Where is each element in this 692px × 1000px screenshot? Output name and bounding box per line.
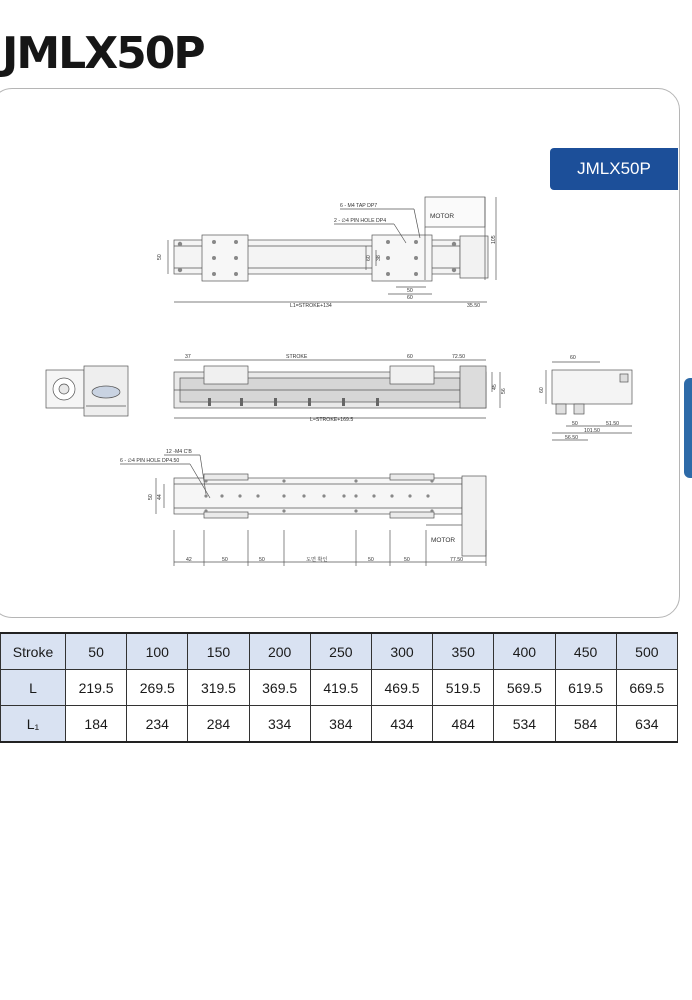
end-dim-51-50: 51.50: [606, 421, 619, 427]
table-cell: 569.5: [494, 670, 555, 706]
table-row-stroke: [1, 633, 678, 670]
end-dim-101-50: 101.50: [584, 428, 600, 434]
end-dim-56-50: 56.50: [565, 435, 578, 441]
top-dim-60-h: 60: [407, 295, 413, 301]
table-cell: 419.5: [310, 670, 371, 706]
table-cell: 150: [188, 633, 249, 670]
bottom-dim-50-a: 50: [222, 557, 228, 563]
front-dim-45: 45: [492, 384, 498, 390]
bottom-dim-50-c: 50: [368, 557, 374, 563]
bottom-dim-50: 50: [148, 494, 154, 500]
table-row-l1: [1, 706, 678, 743]
top-dim-105: 105: [491, 235, 497, 244]
spec-table: [0, 632, 678, 743]
table-cell: 434: [371, 706, 432, 743]
table-cell: 300: [371, 633, 432, 670]
front-view: [174, 360, 500, 418]
end-dim-50: 50: [572, 421, 578, 427]
end-dim-60-top: 60: [570, 355, 576, 361]
top-dim-60-v: 60: [366, 255, 372, 261]
end-dim-60-side: 60: [539, 387, 545, 393]
table-cell: 500: [616, 633, 677, 670]
front-dim-l: L=STROKE+169.5: [310, 417, 354, 423]
table-cell: 619.5: [555, 670, 616, 706]
table-cell: 634: [616, 706, 677, 743]
table-cell: 534: [494, 706, 555, 743]
table-cell: 484: [433, 706, 494, 743]
front-dim-stroke: STROKE: [286, 354, 308, 360]
row-label-stroke: Stroke: [1, 633, 66, 670]
table-cell: 334: [249, 706, 310, 743]
bottom-motor-label: MOTOR: [431, 537, 456, 544]
table-cell: 400: [494, 633, 555, 670]
front-dim-72-50: 72.50: [452, 354, 465, 360]
table-cell: 50: [66, 633, 127, 670]
table-cell: 219.5: [66, 670, 127, 706]
table-cell: 450: [555, 633, 616, 670]
top-dim-50-h: 50: [407, 288, 413, 294]
bottom-dim-center: 도면 확인: [306, 557, 328, 563]
bottom-dim-44: 44: [157, 494, 163, 500]
front-dim-60: 60: [407, 354, 413, 360]
table-cell: 269.5: [127, 670, 188, 706]
top-pin-note: 2 - ∅4 PIN HOLE DP4: [334, 218, 387, 224]
table-cell: 669.5: [616, 670, 677, 706]
table-cell: 200: [249, 633, 310, 670]
front-dim-56: 56: [501, 388, 507, 394]
bottom-cb-note: 12 -M4 C'B: [166, 449, 192, 455]
bottom-dim-77-50: 77.50: [450, 557, 463, 563]
table-cell: 184: [66, 706, 127, 743]
table-cell: 384: [310, 706, 371, 743]
top-motor-label: MOTOR: [430, 213, 455, 220]
table-cell: 469.5: [371, 670, 432, 706]
table-cell: 100: [127, 633, 188, 670]
top-dim-50: 50: [157, 254, 163, 260]
front-dim-37: 37: [185, 354, 191, 360]
table-cell: 519.5: [433, 670, 494, 706]
motor-end-view: [46, 366, 128, 416]
table-row-l: [1, 670, 678, 706]
bottom-dim-42: 42: [186, 557, 192, 563]
row-label-l: L: [1, 670, 66, 706]
table-cell: 584: [555, 706, 616, 743]
model-tab: JMLX50P: [550, 148, 678, 190]
top-tap-note: 6 - M4 TAP DP7: [340, 203, 378, 209]
table-cell: 319.5: [188, 670, 249, 706]
top-dim-l1: L1=STROKE+134: [290, 303, 332, 309]
row-label-l1: L₁: [1, 706, 66, 743]
table-cell: 350: [433, 633, 494, 670]
bottom-pin-note: 6 - ∅4 PIN HOLE DP4.50: [120, 458, 180, 464]
table-cell: 234: [127, 706, 188, 743]
table-cell: 250: [310, 633, 371, 670]
top-dim-35-50: 35.50: [467, 303, 480, 309]
top-dim-38: 38: [376, 255, 382, 261]
table-cell: 284: [188, 706, 249, 743]
bottom-dim-50-d: 50: [404, 557, 410, 563]
page-title: JMLX50P: [2, 28, 204, 79]
bottom-dim-50-b: 50: [259, 557, 265, 563]
bottom-view: [120, 455, 486, 566]
table-cell: 369.5: [249, 670, 310, 706]
